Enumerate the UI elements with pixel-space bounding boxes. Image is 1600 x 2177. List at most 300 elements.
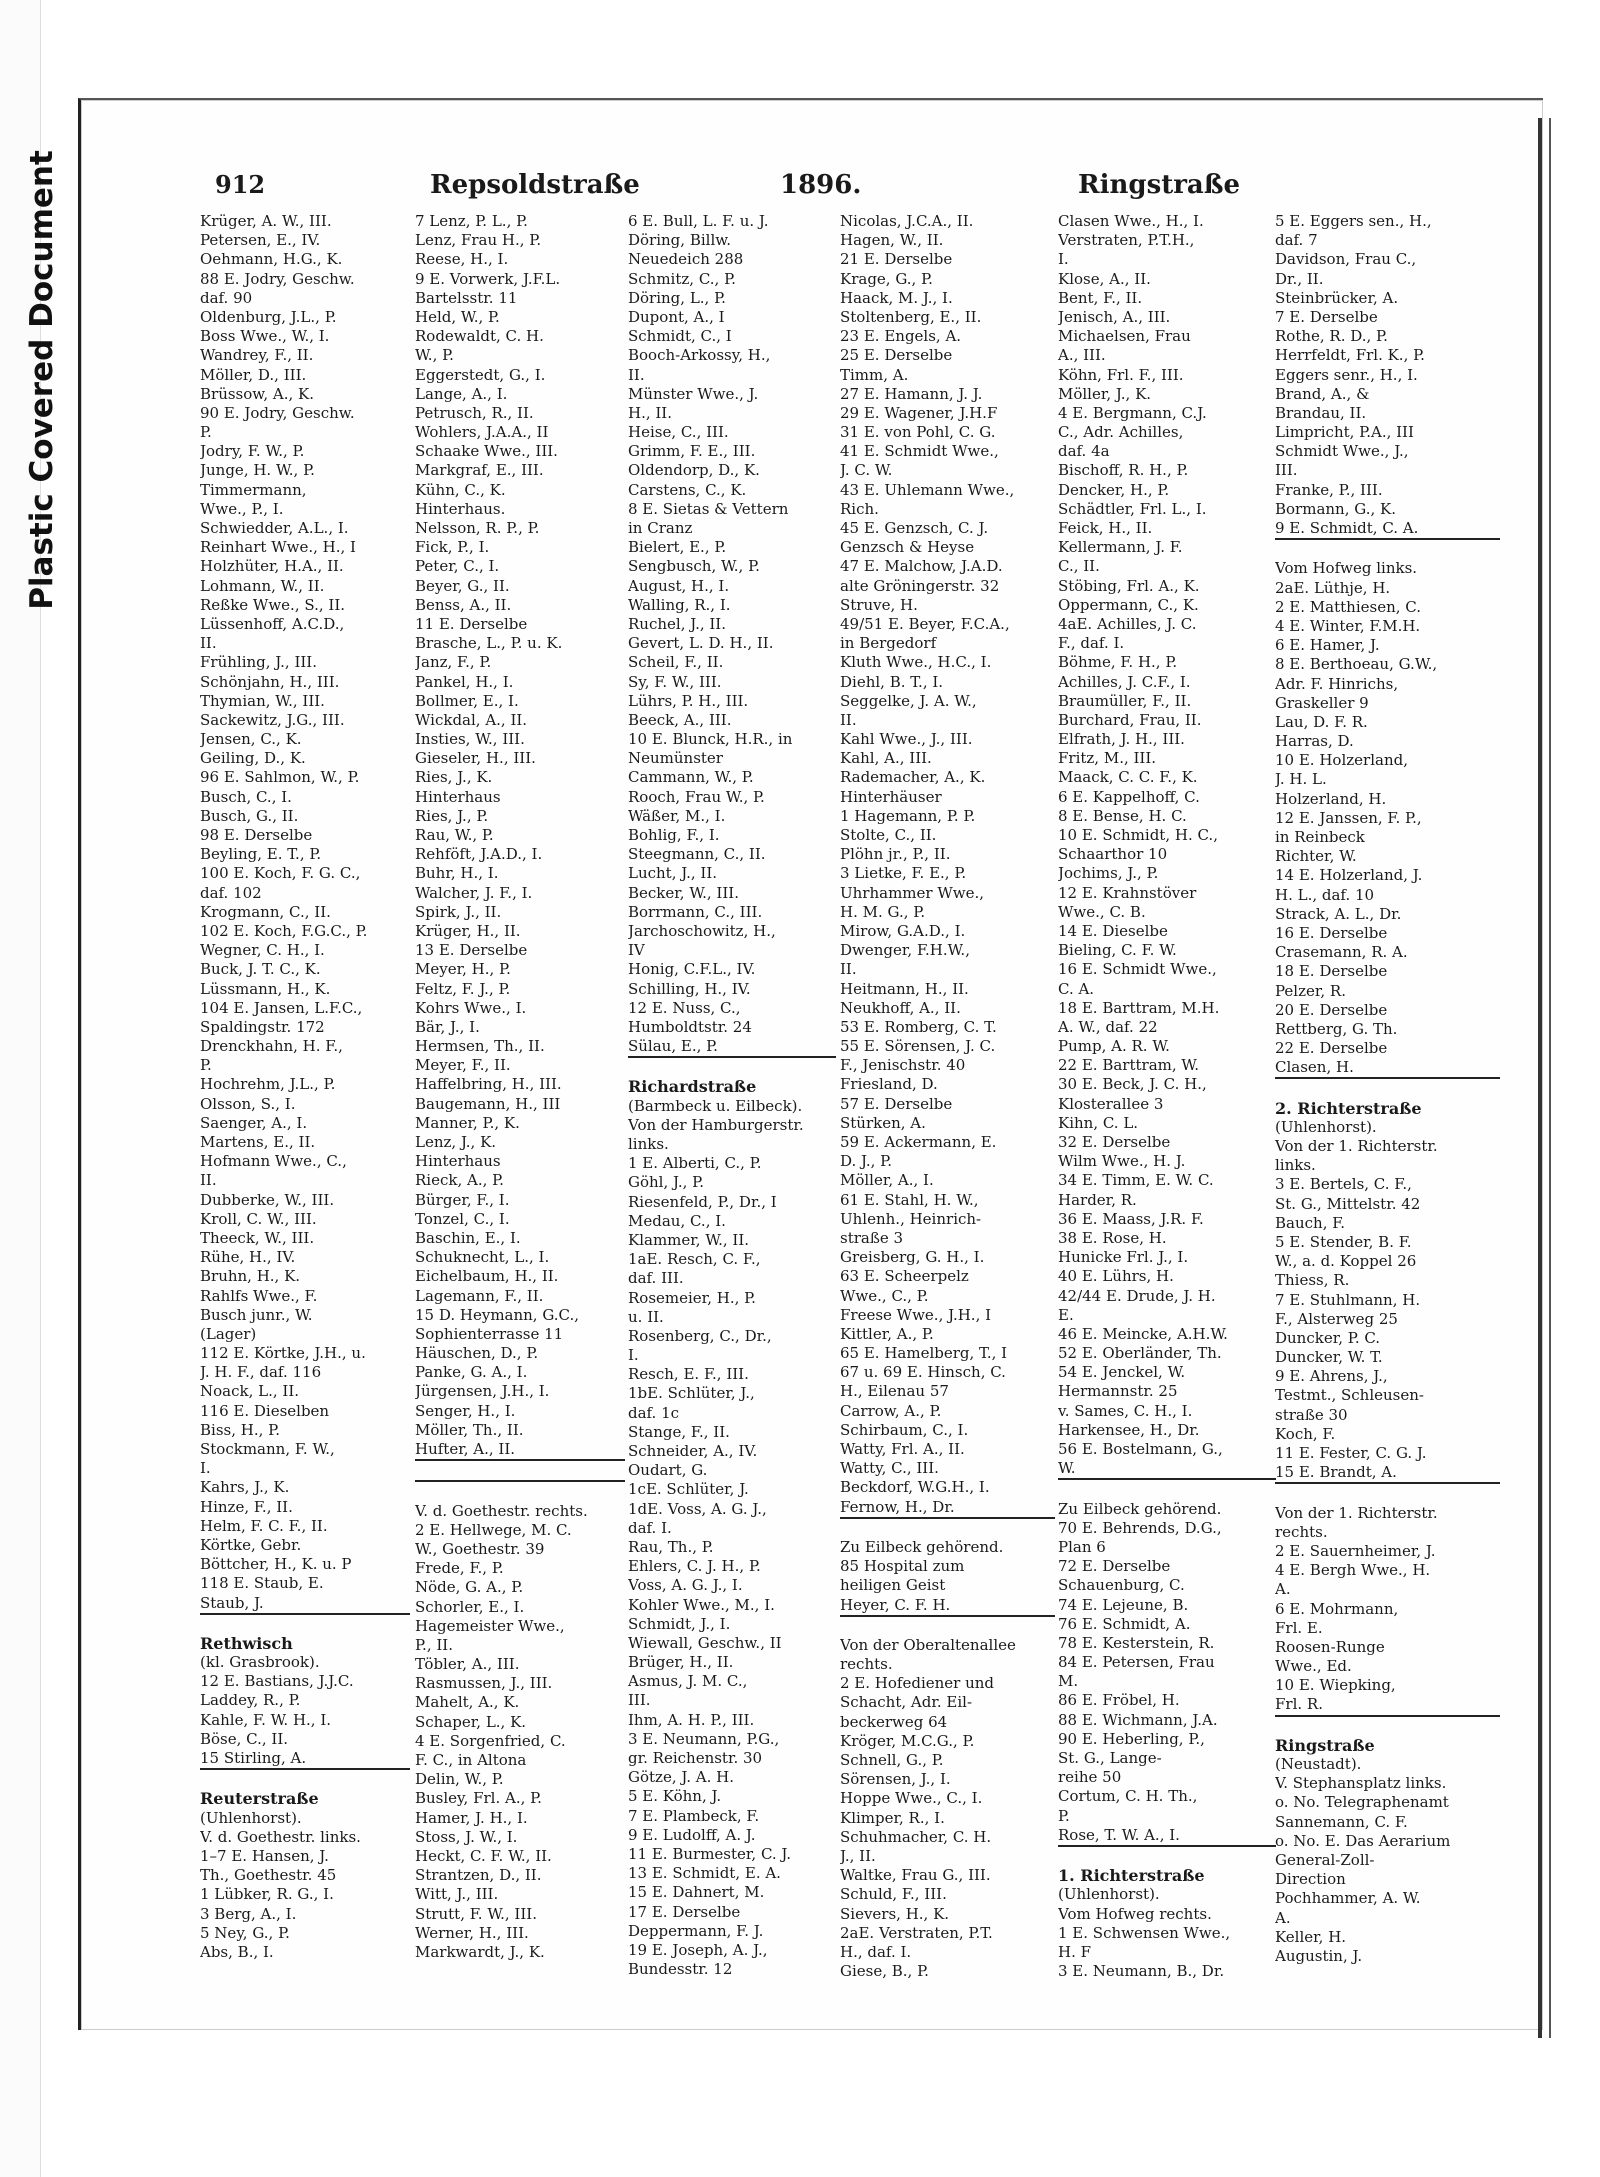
- entry-line: Haack, M. J., I.: [840, 288, 953, 307]
- running-head-year: 1896.: [780, 170, 862, 200]
- entry-line: Clasen Wwe., H., I.: [1058, 212, 1204, 230]
- entry-line: daf. 7: [1275, 231, 1318, 250]
- entry-line: Bruhn, H., K.: [200, 1267, 301, 1286]
- entry-line: 12 E. Janssen, F. P.,: [1275, 808, 1422, 827]
- entry-line: 98 E. Derselbe: [200, 826, 313, 844]
- entry-line: Rahlfs Wwe., F.: [200, 1286, 318, 1305]
- entry-line: 27 E. Hamann, J. J.: [840, 384, 983, 403]
- entry-line: Hochrehm, J.L., P.: [200, 1075, 336, 1094]
- entry-line: Reese, H., I.: [415, 250, 509, 269]
- entry-line: Feltz, F. J., P.: [415, 979, 511, 998]
- entry-line: Verstraten, P.T.H.,: [1058, 231, 1195, 250]
- entry-line: 9 E. Ludolff, A. J.: [628, 1825, 756, 1844]
- entry-line: 7 E. Plambeck, F.: [628, 1806, 760, 1825]
- entry-line: 86 E. Fröbel, H.: [1058, 1691, 1180, 1710]
- entry-line: Bent, F., II.: [1058, 288, 1143, 307]
- entry-line: Mahelt, A., K.: [415, 1693, 520, 1712]
- entry-line: heiligen Geist: [840, 1576, 946, 1595]
- entry-line: Hagen, W., II.: [840, 231, 944, 250]
- entry-line: Hinze, F., II.: [200, 1497, 293, 1516]
- entry-line: Baschin, E., I.: [415, 1228, 521, 1247]
- entry-line: Uhlenh., Heinrich-: [840, 1209, 982, 1228]
- entry-line: Kroll, C. W., III.: [200, 1209, 317, 1228]
- entry-line: Dubberke, W., III.: [200, 1190, 335, 1209]
- entry-line: Kittler, A., P.: [840, 1324, 934, 1343]
- entry-line: Jensen, C., K.: [200, 730, 302, 749]
- entry-line: 47 E. Malchow, J.A.D.: [840, 557, 1003, 576]
- entry-line: Theeck, W., III.: [200, 1228, 315, 1247]
- entry-line: Rau, W., P.: [415, 826, 494, 844]
- entry-line: Götze, J. A. H.: [628, 1768, 734, 1787]
- entry-line: V. d. Goethestr. links.: [200, 1827, 361, 1846]
- entry-line: Giese, B., P.: [840, 1962, 929, 1981]
- entry-line: Beckdorf, W.G.H., I.: [840, 1478, 990, 1497]
- entry-line: Seggelke, J. A. W.,: [840, 691, 977, 710]
- entry-line: Schaake Wwe., III.: [415, 442, 558, 461]
- entry-line: 2aE. Lüthje, H.: [1275, 578, 1391, 597]
- entry-line: Staub, J.: [200, 1593, 264, 1612]
- entry-line: 15 D. Heymann, G.C.,: [415, 1305, 580, 1324]
- entry-line: (Lager): [200, 1324, 257, 1343]
- entry-line: Bollmer, E., I.: [415, 691, 519, 710]
- entry-line: 96 E. Sahlmon, W., P.: [200, 768, 360, 787]
- entry-line: Wwe., P., I.: [200, 499, 284, 518]
- entry-line: Rasmussen, J., III.: [415, 1674, 553, 1693]
- entry-line: Freese Wwe., J.H., I: [840, 1305, 992, 1324]
- entry-line: Kluth Wwe., H.C., I.: [840, 653, 992, 672]
- entry-line: Fernow, H., Dr.: [840, 1497, 955, 1516]
- entry-line: 46 E. Meincke, A.H.W.: [1058, 1324, 1228, 1343]
- entry-line: 90 E. Jodry, Geschw.: [200, 403, 355, 422]
- entry-line: Stolte, C., II.: [840, 826, 937, 844]
- entry-line: Bürger, F., I.: [415, 1190, 510, 1209]
- entry-line: Brasche, L., P. u. K.: [415, 634, 563, 653]
- entry-line: Döring, Billw.: [628, 231, 732, 250]
- entry-line: 7 E. Derselbe: [1275, 307, 1378, 326]
- entry-line: (Neustadt).: [1275, 1755, 1362, 1773]
- entry-line: Hufter, A., II.: [415, 1440, 516, 1458]
- entry-line: Brüger, H., II.: [628, 1653, 734, 1672]
- entry-line: Ehlers, C. J. H., P.: [628, 1557, 761, 1576]
- entry-line: Testmt., Schleusen-: [1275, 1386, 1424, 1405]
- entry-line: E.: [1058, 1305, 1074, 1324]
- entry-line: Feick, H., II.: [1058, 519, 1153, 537]
- entry-line: straße 3: [840, 1228, 904, 1247]
- entry-line: Klose, A., II.: [1058, 269, 1151, 288]
- entry-line: II.: [628, 365, 645, 384]
- entry-line: Häuschen, D., P.: [415, 1344, 539, 1363]
- entry-line: Schneider, A., IV.: [628, 1442, 758, 1460]
- entry-line: Strutt, F. W., III.: [415, 1904, 537, 1923]
- entry-line: Oppermann, C., K.: [1058, 595, 1199, 614]
- entry-line: Kühn, C., K.: [415, 480, 506, 499]
- entry-line: Walcher, J. F., I.: [415, 883, 533, 902]
- entry-line: 55 E. Sörensen, J. C.: [840, 1037, 996, 1056]
- entry-line: Roosen-Runge: [1275, 1637, 1385, 1656]
- entry-line: Markwardt, J., K.: [415, 1942, 545, 1961]
- entry-line: Schacht, Adr. Eil-: [840, 1693, 973, 1712]
- street-heading: Reuterstraße: [200, 1789, 319, 1809]
- entry-line: I.: [628, 1346, 639, 1365]
- entry-line: Deppermann, F. J.: [628, 1921, 764, 1940]
- entry-line: Schuknecht, L., I.: [415, 1248, 550, 1267]
- entry-line: 8 E. Bense, H. C.: [1058, 806, 1187, 825]
- entry-line: Kahl Wwe., J., III.: [840, 730, 973, 749]
- entry-line: 15 Stirling, A.: [200, 1749, 307, 1767]
- entry-line: Oudart, G.: [628, 1461, 708, 1480]
- entry-line: 8 E. Berthoeau, G.W.,: [1275, 655, 1438, 674]
- entry-line: A. W., daf. 22: [1058, 1017, 1158, 1036]
- entry-line: Achilles, J. C.F., I.: [1058, 672, 1191, 691]
- entry-line: Möller, J., K.: [1058, 384, 1152, 403]
- entry-line: Schönjahn, H., III.: [200, 672, 340, 691]
- entry-line: Busch, C., I.: [200, 787, 292, 806]
- entry-line: Ihm, A. H. P., III.: [628, 1710, 755, 1729]
- entry-line: Rieck, A., P.: [415, 1171, 504, 1190]
- entry-line: 85 Hospital zum: [840, 1557, 965, 1576]
- entry-line: Rühe, H., IV.: [200, 1248, 296, 1267]
- entry-line: 16 E. Schmidt Wwe.,: [1058, 960, 1217, 979]
- entry-line: 29 E. Wagener, J.H.F: [840, 403, 998, 422]
- entry-line: (Uhlenhorst).: [200, 1808, 302, 1827]
- street-heading: Richardstraße: [628, 1077, 757, 1097]
- entry-line: Hunicke Frl. J., I.: [1058, 1248, 1189, 1267]
- running-head-right: Ringstraße: [1078, 170, 1241, 200]
- entry-line: Watty, C., III.: [840, 1459, 939, 1478]
- entry-line: Möller, D., III.: [200, 365, 307, 384]
- entry-line: August, H., I.: [628, 576, 730, 595]
- entry-line: V. d. Goethestr. rechts.: [415, 1501, 588, 1520]
- entry-line: 36 E. Maass, J.R. F.: [1058, 1209, 1204, 1228]
- entry-line: Brandau, II.: [1275, 403, 1367, 422]
- entry-line: Frühling, J., III.: [200, 653, 317, 672]
- entry-line: Hamer, J. H., I.: [415, 1808, 528, 1827]
- entry-line: Davidson, Frau C.,: [1275, 250, 1417, 269]
- entry-line: F., Alsterweg 25: [1275, 1309, 1398, 1328]
- entry-line: Scheil, F., II.: [628, 653, 724, 672]
- section-rule: [1058, 1478, 1276, 1499]
- entry-line: Honig, C.F.L., IV.: [628, 960, 756, 979]
- entry-line: Stange, F., II.: [628, 1422, 730, 1441]
- entry-line: General-Zoll-: [1275, 1850, 1375, 1869]
- section-rule: [200, 1613, 410, 1634]
- entry-line: Genzsch & Heyse: [840, 538, 975, 557]
- entry-line: III.: [1275, 461, 1298, 480]
- entry-line: Booch-Arkossy, H.,: [628, 346, 771, 365]
- entry-line: P., II.: [415, 1635, 453, 1654]
- entry-line: M.: [1058, 1672, 1079, 1691]
- entry-line: 7 Lenz, P. L., P.: [415, 212, 528, 230]
- entry-line: Waltke, Frau G., III.: [840, 1866, 991, 1885]
- entry-line: Nöde, G. A., P.: [415, 1578, 524, 1597]
- entry-line: Harras, D.: [1275, 732, 1354, 751]
- entry-line: 1 E. Schwensen Wwe.,: [1058, 1923, 1231, 1942]
- section-rule: [840, 1615, 1055, 1636]
- entry-line: Kohler Wwe., M., I.: [628, 1595, 775, 1614]
- section-rule: [415, 1480, 625, 1501]
- entry-line: Dwenger, F.H.W.,: [840, 941, 970, 960]
- entry-line: Körtke, Gebr.: [200, 1535, 302, 1554]
- entry-line: in Reinbeck: [1275, 828, 1365, 846]
- entry-line: 30 E. Beck, J. C. H.,: [1058, 1075, 1207, 1094]
- entry-line: Lenz, Frau H., P.: [415, 231, 542, 250]
- entry-line: Wwe., C., P.: [840, 1286, 929, 1305]
- entry-line: Vom Hofweg links.: [1275, 559, 1418, 578]
- entry-line: Stockmann, F. W.,: [200, 1440, 335, 1458]
- entry-line: P.: [200, 1056, 212, 1075]
- entry-line: o. No. Telegraphenamt: [1275, 1793, 1449, 1812]
- entry-line: 1bE. Schlüter, J.,: [628, 1384, 755, 1403]
- entry-line: Riesenfeld, P., Dr., I: [628, 1192, 777, 1211]
- entry-line: 22 E. Derselbe: [1275, 1039, 1388, 1058]
- entry-line: Oldenburg, J.L., P.: [200, 307, 337, 326]
- directory-column-5: [1058, 212, 1276, 1981]
- entry-line: 76 E. Schmidt, A.: [1058, 1614, 1191, 1633]
- entry-line: Schädtler, Frl. L., I.: [1058, 499, 1207, 518]
- entry-line: Pankel, H., I.: [415, 672, 514, 691]
- entry-line: Döring, L., P.: [628, 288, 726, 307]
- entry-line: 4 E. Bergmann, C.J.: [1058, 403, 1207, 422]
- entry-line: H. L., daf. 10: [1275, 885, 1375, 904]
- entry-line: Senger, H., I.: [415, 1401, 516, 1420]
- entry-line: Göhl, J., P.: [628, 1173, 704, 1192]
- entry-line: IV: [628, 941, 645, 960]
- entry-line: Rich.: [840, 499, 879, 518]
- entry-line: 54 E. Jenckel, W.: [1058, 1363, 1186, 1382]
- entry-line: Lohmann, W., II.: [200, 576, 325, 595]
- entry-line: 78 E. Kesterstein, R.: [1058, 1633, 1215, 1652]
- entry-line: A., III.: [1058, 346, 1106, 365]
- entry-line: Adr. F. Hinrichs,: [1275, 674, 1399, 693]
- entry-line: 52 E. Oberländer, Th.: [1058, 1344, 1222, 1363]
- entry-line: Saenger, A., I.: [200, 1113, 308, 1132]
- entry-line: 5 E. Stender, B. F.: [1275, 1232, 1412, 1251]
- entry-line: Burchard, Frau, II.: [1058, 710, 1202, 729]
- entry-line: (kl. Grasbrook).: [200, 1653, 320, 1672]
- entry-line: Janz, F., P.: [415, 653, 492, 672]
- entry-line: C., II.: [1058, 557, 1100, 576]
- entry-line: Bischoff, R. H., P.: [1058, 461, 1189, 480]
- entry-line: Böse, C., II.: [200, 1729, 289, 1748]
- entry-line: Benss, A., II.: [415, 595, 512, 614]
- entry-line: Böttcher, H., K. u. P: [200, 1555, 352, 1574]
- entry-line: Olsson, S., I.: [200, 1094, 296, 1113]
- entry-line: 32 E. Derselbe: [1058, 1133, 1171, 1151]
- entry-line: 10 E. Wiepking,: [1275, 1676, 1396, 1695]
- entry-line: 10 E. Blunck, H.R., in: [628, 730, 793, 749]
- entry-line: 2 E. Matthiesen, C.: [1275, 597, 1421, 616]
- entry-line: Plan 6: [1058, 1537, 1106, 1556]
- entry-line: in Cranz: [628, 519, 693, 537]
- entry-line: Oldendorp, D., K.: [628, 461, 760, 480]
- entry-line: daf. 4a: [1058, 442, 1110, 461]
- entry-line: Baugemann, H., III: [415, 1094, 561, 1113]
- entry-line: 1cE. Schlüter, J.: [628, 1480, 749, 1499]
- entry-line: Beyling, E. T., P.: [200, 845, 322, 864]
- entry-line: Helm, F. C. F., II.: [200, 1516, 328, 1535]
- entry-line: Sannemann, C. F.: [1275, 1812, 1408, 1831]
- entry-line: (Barmbeck u. Eilbeck).: [628, 1096, 803, 1115]
- entry-line: 104 E. Jansen, L.F.C.,: [200, 998, 363, 1017]
- entry-line: rechts.: [1275, 1522, 1328, 1541]
- entry-line: 20 E. Derselbe: [1275, 1000, 1388, 1019]
- entry-line: W.: [1058, 1459, 1076, 1478]
- entry-line: 16 E. Derselbe: [1275, 923, 1388, 942]
- entry-line: J. H. L.: [1275, 770, 1327, 789]
- entry-line: Cammann, W., P.: [628, 768, 754, 787]
- entry-line: Rose, T. W. A., I.: [1058, 1825, 1180, 1844]
- entry-line: Hinterhaus: [415, 1152, 501, 1171]
- section-rule: [1275, 1077, 1500, 1098]
- entry-line: Frl. E.: [1275, 1618, 1323, 1637]
- entry-line: Wohlers, J.A.A., II: [415, 423, 549, 442]
- entry-line: H., II.: [628, 403, 673, 422]
- entry-line: Von der 1. Richterstr.: [1275, 1503, 1438, 1522]
- entry-line: Voss, A. G. J., I.: [628, 1576, 743, 1595]
- entry-line: Laddey, R., P.: [200, 1691, 301, 1710]
- entry-line: 4 E. Bergh Wwe., H.: [1275, 1561, 1431, 1580]
- entry-line: J. C. W.: [840, 461, 893, 480]
- entry-line: Hermannstr. 25: [1058, 1382, 1178, 1401]
- entry-line: Spaldingstr. 172: [200, 1017, 325, 1036]
- entry-line: Koch, F.: [1275, 1424, 1336, 1443]
- entry-line: Wäßer, M., I.: [628, 806, 726, 825]
- entry-line: Sörensen, J., I.: [840, 1770, 951, 1789]
- entry-line: 3 E. Neumann, B., Dr.: [1058, 1962, 1225, 1981]
- entry-line: 17 E. Derselbe: [628, 1902, 741, 1921]
- entry-line: Böhme, F. H., P.: [1058, 653, 1178, 672]
- entry-line: Rosenberg, C., Dr.,: [628, 1326, 772, 1345]
- entry-line: Rau, Th., P.: [628, 1537, 714, 1556]
- entry-line: W., a. d. Koppel 26: [1275, 1252, 1417, 1271]
- entry-line: Strack, A. L., Dr.: [1275, 904, 1402, 923]
- entry-line: 38 E. Rose, H.: [1058, 1228, 1167, 1247]
- entry-line: 15 E. Brandt, A.: [1275, 1463, 1397, 1482]
- entry-line: 1–7 E. Hansen, J.: [200, 1846, 329, 1865]
- entry-line: Reinhart Wwe., H., I: [200, 538, 356, 557]
- entry-line: Beeck, A., III.: [628, 710, 732, 729]
- entry-line: 2 E. Hellwege, M. C.: [415, 1520, 572, 1539]
- entry-line: Peter, C., I.: [415, 557, 500, 576]
- entry-line: gr. Reichenstr. 30: [628, 1749, 763, 1767]
- entry-line: alte Gröningerstr. 32: [840, 576, 1000, 595]
- entry-line: Duncker, P. C.: [1275, 1328, 1381, 1347]
- entry-line: Pochhammer, A. W.: [1275, 1889, 1421, 1908]
- entry-line: Borrmann, C., III.: [628, 902, 763, 921]
- entry-line: Schwiedder, A.L., I.: [200, 519, 349, 537]
- section-rule: [1275, 1715, 1500, 1736]
- entry-line: Neuedeich 288: [628, 250, 744, 269]
- entry-line: Von der Oberaltenallee: [840, 1635, 1016, 1654]
- entry-line: Klammer, W., II.: [628, 1230, 750, 1249]
- entry-line: 90 E. Heberling, P.,: [1058, 1729, 1205, 1748]
- entry-line: Sy, F. W., III.: [628, 672, 722, 691]
- entry-line: Braumüller, F., II.: [1058, 691, 1192, 710]
- entry-line: Struve, H.: [840, 595, 918, 614]
- entry-line: Kihn, C. L.: [1058, 1113, 1139, 1132]
- entry-line: Eggerstedt, G., I.: [415, 365, 546, 384]
- entry-line: Duncker, W. T.: [1275, 1348, 1383, 1367]
- page-number: 912: [215, 170, 266, 199]
- entry-line: Zu Eilbeck gehörend.: [840, 1537, 1004, 1556]
- entry-line: Spirk, J., II.: [415, 902, 502, 921]
- entry-line: 4 E. Sorgenfried, C.: [415, 1731, 566, 1750]
- entry-line: Schnell, G., P.: [840, 1751, 944, 1769]
- directory-column-1: [200, 212, 410, 1962]
- entry-line: Ries, J., K.: [415, 768, 493, 787]
- entry-line: Köhn, Frl. F., III.: [1058, 365, 1184, 384]
- entry-line: Bär, J., I.: [415, 1017, 480, 1036]
- entry-line: Wwe., Ed.: [1275, 1657, 1352, 1676]
- entry-line: Eichelbaum, H., II.: [415, 1267, 559, 1286]
- entry-line: A.: [1275, 1908, 1291, 1927]
- entry-line: 74 E. Lejeune, B.: [1058, 1595, 1189, 1614]
- entry-line: W., P.: [415, 346, 454, 365]
- entry-line: u. II.: [628, 1307, 664, 1326]
- entry-line: Dencker, H., P.: [1058, 480, 1170, 499]
- entry-line: Stöbing, Frl. A., K.: [1058, 576, 1200, 595]
- entry-line: daf. I.: [628, 1518, 672, 1537]
- entry-line: Sackewitz, J.G., III.: [200, 710, 345, 729]
- entry-line: (Uhlenhorst).: [1275, 1117, 1377, 1136]
- entry-line: D. J., P.: [840, 1152, 893, 1171]
- entry-line: 70 E. Behrends, D.G.,: [1058, 1518, 1222, 1537]
- street-heading: Rethwisch: [200, 1633, 293, 1653]
- entry-line: Lenz, J., K.: [415, 1133, 497, 1151]
- section-rule: [840, 1517, 1055, 1538]
- entry-line: Lüssenhoff, A.C.D.,: [200, 614, 345, 633]
- entry-line: Timm, A.: [840, 365, 909, 384]
- entry-line: 13 E. Derselbe: [415, 941, 528, 960]
- entry-line: Neumünster: [628, 749, 723, 768]
- entry-line: 40 E. Lührs, H.: [1058, 1267, 1174, 1286]
- entry-line: Bohlig, F., I.: [628, 826, 720, 844]
- entry-line: Bieling, C. F. W.: [1058, 941, 1177, 960]
- entry-line: Insties, W., III.: [415, 730, 525, 749]
- entry-line: Beyer, G., II.: [415, 576, 510, 595]
- entry-line: 15 E. Dahnert, M.: [628, 1883, 765, 1902]
- entry-line: Bielert, E., P.: [628, 538, 727, 557]
- entry-line: 9 E. Vorwerk, J.F.L.: [415, 269, 561, 288]
- entry-line: Brand, A., &: [1275, 384, 1370, 403]
- entry-line: Tonzel, C., I.: [415, 1209, 510, 1228]
- entry-line: H. M. G., P.: [840, 902, 926, 921]
- entry-line: Maack, C. C. F., K.: [1058, 768, 1198, 787]
- entry-line: Holzhüter, H.A., II.: [200, 557, 344, 576]
- entry-line: Timmermann,: [200, 480, 307, 499]
- entry-line: Meyer, F., II.: [415, 1056, 511, 1075]
- entry-line: 23 E. Engels, A.: [840, 327, 962, 346]
- entry-line: Krogmann, C., II.: [200, 902, 331, 921]
- entry-line: Schilling, H., IV.: [628, 979, 751, 998]
- entry-line: H., Eilenau 57: [840, 1382, 949, 1401]
- entry-line: Rettberg, G. Th.: [1275, 1019, 1398, 1038]
- entry-line: 4aE. Achilles, J. C.: [1058, 614, 1197, 633]
- entry-line: Martens, E., II.: [200, 1133, 316, 1151]
- entry-line: Walling, R., I.: [628, 595, 731, 614]
- entry-line: 59 E. Ackermann, E.: [840, 1133, 997, 1151]
- entry-line: 100 E. Koch, F. G. C.,: [200, 864, 361, 883]
- entry-line: P.: [200, 423, 212, 442]
- entry-line: 19 E. Joseph, A. J.,: [628, 1940, 768, 1959]
- entry-line: 6 E. Bull, L. F. u. J.: [628, 212, 769, 230]
- entry-line: Graskeller 9: [1275, 693, 1369, 712]
- entry-line: Buhr, H., I.: [415, 864, 499, 883]
- entry-line: Jarchoschowitz, H.,: [628, 921, 776, 940]
- entry-line: Schuld, F., III.: [840, 1885, 947, 1904]
- entry-line: Lührs, P. H., III.: [628, 691, 749, 710]
- entry-line: Jochims, J., P.: [1058, 864, 1159, 883]
